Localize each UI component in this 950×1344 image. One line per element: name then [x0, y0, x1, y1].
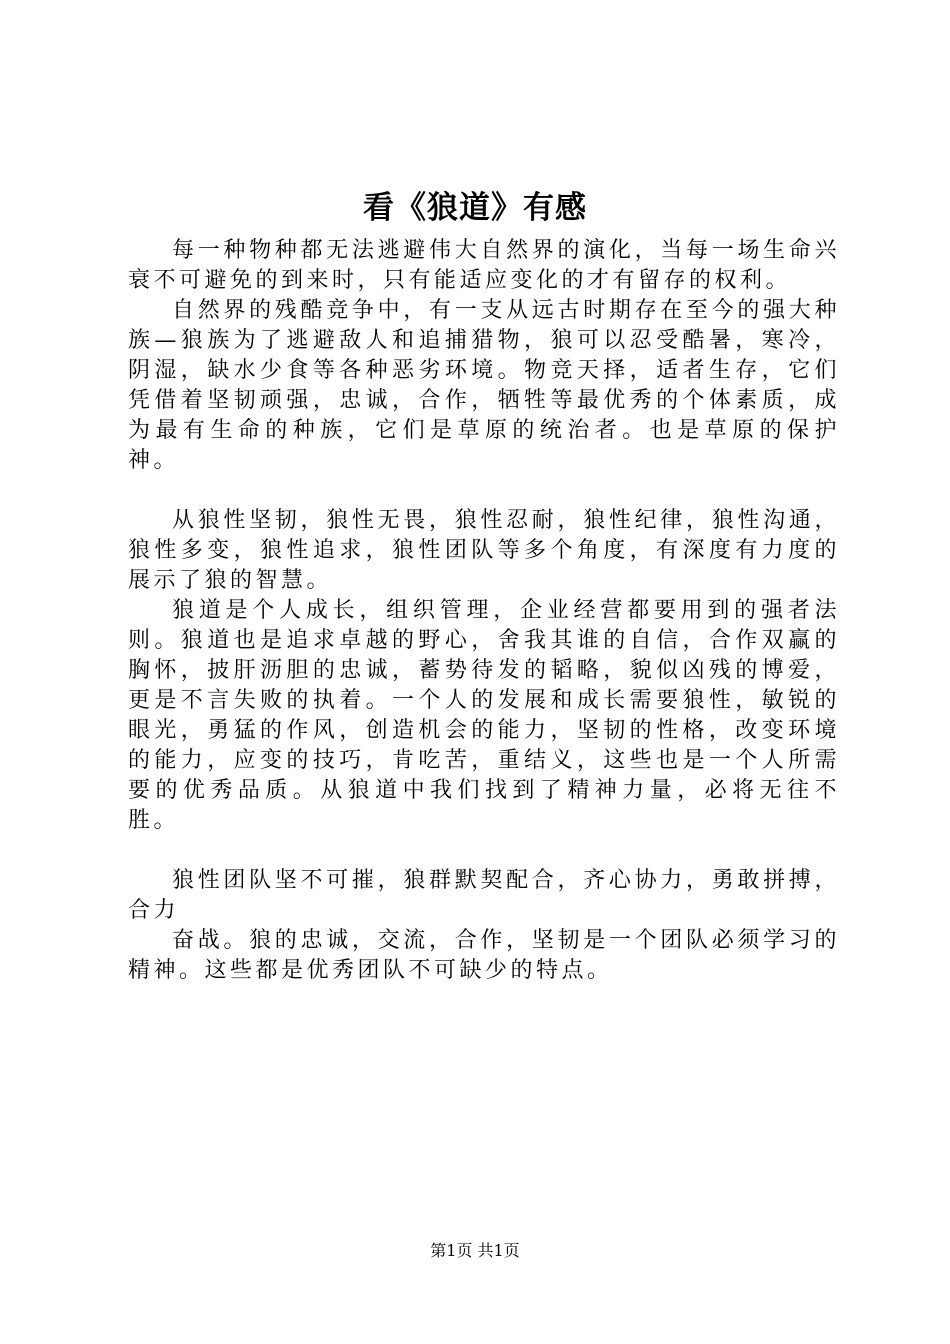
- paragraph-1: 每一种物种都无法逃避伟大自然界的演化，当每一场生命兴衰不可避免的到来时，只有能适应变化的才有留存的权利。: [128, 238, 840, 293]
- paragraph-spacer: [128, 836, 840, 866]
- page-number-footer: 第1页 共1页: [430, 1241, 520, 1260]
- paragraph-5: 狼性团队坚不可摧，狼群默契配合，齐心协力，勇敢拼搏，合力: [128, 868, 840, 923]
- document-title: 看《狼道》有感: [363, 190, 587, 226]
- paragraph-spacer: [128, 476, 840, 506]
- paragraph-2: 自然界的残酷竞争中，有一支从远古时期存在至今的强大种族—狼族为了逃避敌人和追捕猎物，狼可以忍受酷暑，寒冷，阴湿，缺水少食等各种恶劣环境。物竞天择，适者生存，它们凭借着坚韧顽强，忠诚，合作，牺牲等最优秀的个体素质，成为最有生命的种族，它们是草原的统治者。也是草原的保护神。: [128, 298, 840, 473]
- paragraph-3: 从狼性坚韧，狼性无畏，狼性忍耐，狼性纪律，狼性沟通，狼性多变，狼性追求，狼性团队等多个角度，有深度有力度的展示了狼的智慧。: [128, 508, 840, 593]
- paragraph-4: 狼道是个人成长，组织管理，企业经营都要用到的强者法则。狼道也是追求卓越的野心，舍我其谁的自信，合作双赢的胸怀，披肝沥胆的忠诚，蓄势待发的韬略，貌似凶残的博爱，更是不言失败的执着。一个人的发展和成长需要狼性，敏锐的眼光，勇猛的作风，创造机会的能力，坚韧的性格，改变环境的能力，应变的技巧，肯吃苦，重结义，这些也是一个人所需要的优秀品质。从狼道中我们找到了精神力量，必将无往不胜。: [128, 598, 840, 833]
- paragraph-6: 奋战。狼的忠诚，交流，合作，坚韧是一个团队必须学习的精神。这些都是优秀团队不可缺少的特点。: [128, 928, 840, 983]
- document-body: [128, 236, 840, 986]
